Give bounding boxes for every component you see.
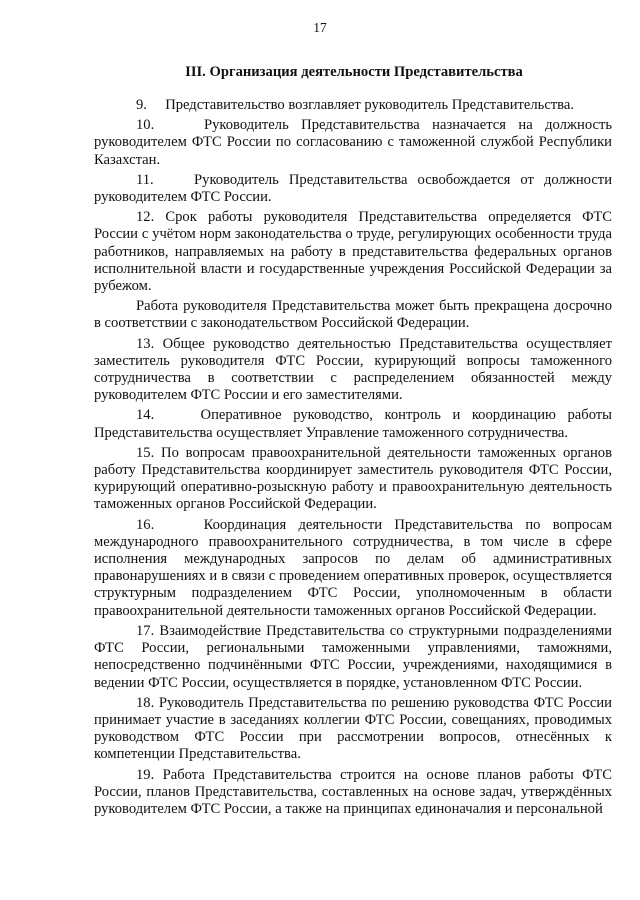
paragraph-15: 15. По вопросам правоохранительной деятельности таможенных органов работу Представительства координирует заместитель руководителя ФТС России, курирующий оперативно-розыскную работу и правоохранительную деятельность таможенных органов Российской Федерации. [94,444,612,513]
paragraph-12-continued: Работа руководителя Представительства может быть прекращена досрочно в соответствии с законодательством Российской Федерации. [94,298,612,332]
page-number: 17 [313,20,327,35]
document-body [94,97,612,818]
paragraph-12: 12. Срок работы руководителя Представительства определяется ФТС России с учётом норм законодательства о труде, регулирующих особенности труда работников, направляемых на работу в представительства федеральных органов исполнительной власти и государственные учреждения Российской Федерации за рубежом. [94,209,612,295]
paragraph-11: 11. Руководитель Представительства освобождается от должности руководителем ФТС России. [94,171,612,206]
paragraph-18: 18. Руководитель Представительства по решению руководства ФТС России принимает участие в заседаниях коллегии ФТС России, совещаниях, проводимых руководством ФТС России при рассмотрении вопросов, отнесённых к компетенции Представительства. [94,694,612,763]
paragraph-10: 10. Руководитель Представительства назначается на должность руководителем ФТС России по согласованию с таможенной службой Республики Казахстан. [94,117,612,168]
paragraph-14: 14. Оперативное руководство, контроль и координацию работы Представительства осуществляет Управление таможенного сотрудничества. [94,407,612,441]
paragraph-9: 9. Представительство возглавляет руководитель Представительства. [136,97,575,113]
section-title: III. Организация деятельности Представительства [185,64,523,80]
paragraph-19: 19. Работа Представительства строится на основе планов работы ФТС России, планов Представительства, составленных на основе задач, утверждённых руководителем ФТС России, а также на принципах единоначалия и персональной [94,766,612,817]
paragraph-17: 17. Взаимодействие Представительства со структурными подразделениями ФТС России, региональными таможенными управлениями, таможнями, непосредственно подчинёнными ФТС России, учреждениями, находящимися в ведении ФТС России, осуществляется в порядке, установленном ФТС России. [94,622,612,691]
paragraph-13: 13. Общее руководство деятельностью Представительства осуществляет заместитель руководителя ФТС России, курирующий вопросы таможенного сотрудничества в соответствии с распределением обязанностей между руководителем ФТС России и его заместителями. [94,335,612,404]
paragraph-16: 16. Координация деятельности Представительства по вопросам международного правоохранительного сотрудничества, в том числе в сфере исполнения международных запросов по делам об административных правонарушениях и в связи с проведением оперативных проверок, осуществляется структурным подразделением ФТС России, уполномоченным в области правоохранительной деятельности таможенных органов Российской Федерации. [94,516,612,619]
